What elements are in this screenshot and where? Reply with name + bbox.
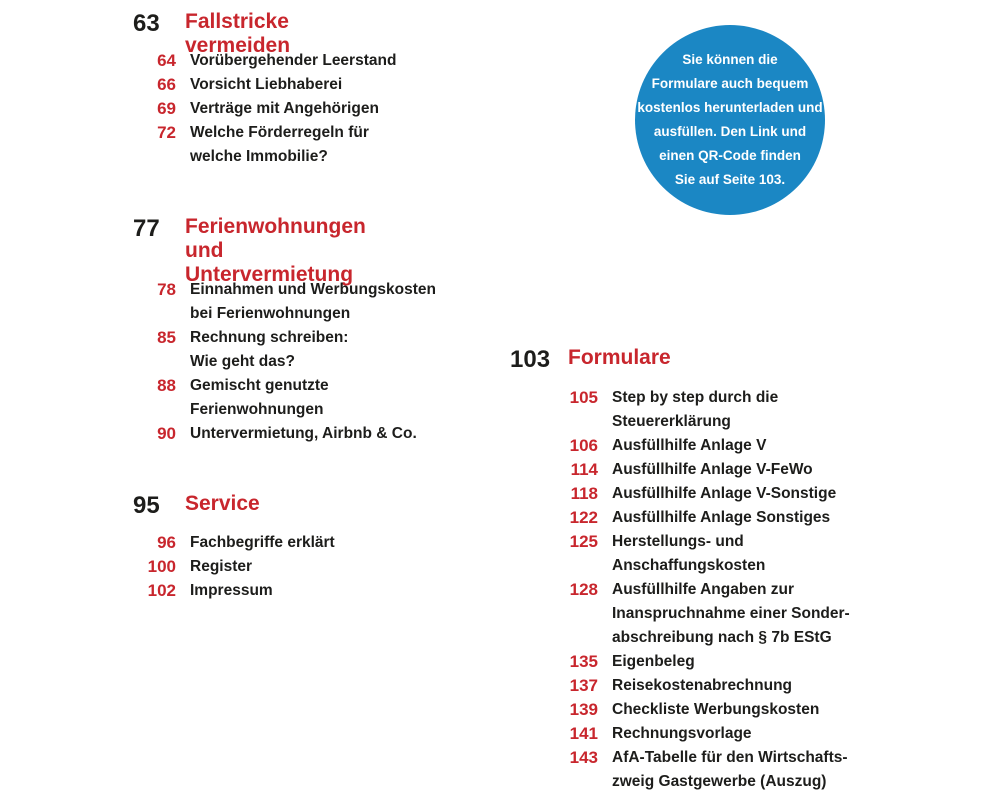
section-number: 77 bbox=[133, 215, 160, 242]
entry-line: Ausfüllhilfe Anlage V bbox=[612, 437, 767, 454]
entry-line: Register bbox=[190, 558, 253, 575]
page-number: 88 bbox=[157, 376, 176, 395]
section-number: 63 bbox=[133, 10, 160, 37]
entry-line: zweig Gastgewerbe (Auszug) bbox=[612, 773, 827, 790]
entry-line: Untervermietung, Airbnb & Co. bbox=[190, 425, 417, 442]
entry-line: Ausfüllhilfe Anlage Sonstiges bbox=[612, 509, 831, 526]
page-number: 78 bbox=[157, 280, 176, 299]
entry-line: Impressum bbox=[190, 582, 273, 599]
toc-entry[interactable] bbox=[565, 482, 850, 506]
entry-title bbox=[190, 326, 348, 374]
entry-title bbox=[612, 458, 813, 482]
entry-title bbox=[612, 746, 848, 794]
toc-entries bbox=[143, 531, 335, 603]
toc-entry[interactable] bbox=[143, 531, 335, 555]
page-number: 118 bbox=[570, 484, 598, 503]
toc-entry[interactable] bbox=[565, 578, 850, 650]
page-number: 139 bbox=[569, 700, 598, 719]
toc-entry[interactable] bbox=[565, 746, 850, 794]
section-title bbox=[185, 492, 260, 516]
toc-entry[interactable] bbox=[143, 422, 436, 446]
entry-title bbox=[612, 578, 850, 650]
section-title-line: Fallstricke vermeiden bbox=[185, 10, 291, 57]
info-bubble-text bbox=[637, 48, 822, 192]
page-number: 66 bbox=[157, 75, 176, 94]
entry-line: Ferienwohnungen bbox=[190, 401, 324, 418]
entry-title bbox=[190, 374, 329, 422]
page-number: 141 bbox=[569, 724, 598, 743]
entry-title bbox=[612, 698, 819, 722]
toc-entry[interactable] bbox=[565, 386, 850, 434]
toc-entry[interactable] bbox=[143, 49, 396, 73]
section-number: 95 bbox=[133, 492, 160, 519]
page-number: 102 bbox=[147, 581, 176, 600]
entry-title bbox=[612, 386, 778, 434]
toc-entry[interactable] bbox=[143, 579, 335, 603]
page-number: 90 bbox=[157, 424, 176, 443]
entry-line: Inanspruchnahme einer Sonder- bbox=[612, 605, 850, 622]
entry-line: Rechnung schreiben: bbox=[190, 329, 349, 346]
entry-line: Ausfüllhilfe Anlage V-Sonstige bbox=[612, 485, 837, 502]
entry-line: Herstellungs- und bbox=[612, 533, 744, 550]
entry-line: Eigenbeleg bbox=[612, 653, 695, 670]
info-bubble-line: einen QR-Code finden bbox=[659, 148, 801, 163]
page-number: 125 bbox=[569, 532, 598, 551]
toc-entry[interactable] bbox=[143, 374, 436, 422]
toc-entry[interactable] bbox=[565, 674, 850, 698]
entry-line: Checkliste Werbungskosten bbox=[612, 701, 820, 718]
entry-title bbox=[190, 121, 369, 169]
toc-entry[interactable] bbox=[565, 506, 850, 530]
section-title-line: Service bbox=[185, 492, 260, 515]
entry-title bbox=[612, 650, 695, 674]
page-number: 100 bbox=[147, 557, 176, 576]
toc-entry[interactable] bbox=[143, 97, 396, 121]
entry-line: Step by step durch die bbox=[612, 389, 779, 406]
entry-line: welche Immobilie? bbox=[190, 148, 328, 165]
toc-entry[interactable] bbox=[143, 326, 436, 374]
info-bubble-line: Formulare auch bequem bbox=[651, 76, 809, 91]
info-bubble-line: kostenlos herunterladen und bbox=[637, 100, 823, 115]
entry-line: Verträge mit Angehörigen bbox=[190, 100, 379, 117]
page-number: 106 bbox=[569, 436, 598, 455]
page-number: 137 bbox=[569, 676, 598, 695]
page-number: 122 bbox=[569, 508, 598, 527]
page-number: 96 bbox=[157, 533, 176, 552]
entry-line: Ausfüllhilfe Anlage V-FeWo bbox=[612, 461, 813, 478]
page-number: 105 bbox=[569, 388, 598, 407]
entry-title bbox=[612, 674, 792, 698]
entry-title bbox=[190, 422, 417, 446]
entry-line: Ausfüllhilfe Angaben zur bbox=[612, 581, 794, 598]
entry-title bbox=[190, 97, 379, 121]
entry-line: abschreibung nach § 7b EStG bbox=[612, 629, 832, 646]
entry-title bbox=[190, 73, 342, 97]
toc-entry[interactable] bbox=[565, 530, 850, 578]
entry-line: bei Ferienwohnungen bbox=[190, 305, 351, 322]
page-number: 64 bbox=[157, 51, 176, 70]
entry-title bbox=[190, 579, 273, 603]
section-title-line: und Untervermietung bbox=[185, 239, 354, 286]
entry-line: Anschaffungskosten bbox=[612, 557, 766, 574]
info-bubble-line: ausfüllen. Den Link und bbox=[653, 124, 807, 139]
entry-title bbox=[612, 434, 766, 458]
page-number: 72 bbox=[157, 123, 176, 142]
toc-entry[interactable] bbox=[143, 555, 335, 579]
section-title-line: Formulare bbox=[568, 346, 671, 369]
toc-entries bbox=[143, 278, 436, 446]
entry-title bbox=[612, 506, 830, 530]
section-title bbox=[568, 346, 671, 370]
entry-line: Fachbegriffe erklärt bbox=[190, 534, 335, 551]
entry-title bbox=[612, 722, 752, 746]
toc-entry[interactable] bbox=[143, 278, 436, 326]
toc-entries bbox=[565, 386, 850, 794]
entry-line: Vorübergehender Leerstand bbox=[190, 52, 397, 69]
info-bubble bbox=[635, 25, 825, 215]
entry-line: Vorsicht Liebhaberei bbox=[190, 76, 343, 93]
entry-title bbox=[190, 531, 335, 555]
section-title bbox=[185, 215, 366, 287]
entry-line: Gemischt genutzte bbox=[190, 377, 329, 394]
entry-title bbox=[612, 482, 836, 506]
toc-entry[interactable] bbox=[565, 722, 850, 746]
entry-line: Rechnungsvorlage bbox=[612, 725, 752, 742]
entry-title bbox=[190, 278, 436, 326]
toc-entry[interactable] bbox=[565, 698, 850, 722]
toc-entry[interactable] bbox=[143, 73, 396, 97]
section-title-line: Ferienwohnungen bbox=[185, 215, 366, 238]
page-number: 85 bbox=[157, 328, 176, 347]
entry-title bbox=[612, 530, 765, 578]
toc-entries bbox=[143, 49, 396, 169]
entry-title bbox=[190, 49, 396, 73]
page-number: 128 bbox=[569, 580, 598, 599]
page-number: 114 bbox=[570, 460, 598, 479]
entry-line: Welche Förderregeln für bbox=[190, 124, 369, 141]
toc-entry[interactable] bbox=[143, 121, 396, 169]
section-number: 103 bbox=[510, 346, 551, 373]
page-number: 135 bbox=[569, 652, 598, 671]
entry-line: Steuererklärung bbox=[612, 413, 731, 430]
info-bubble-line: Sie können die bbox=[682, 52, 778, 67]
page-number: 69 bbox=[157, 99, 176, 118]
entry-line: Wie geht das? bbox=[190, 353, 295, 370]
entry-line: Reisekostenabrechnung bbox=[612, 677, 793, 694]
toc-entry[interactable] bbox=[565, 434, 850, 458]
toc-entry[interactable] bbox=[565, 458, 850, 482]
entry-line: Einnahmen und Werbungskosten bbox=[190, 281, 437, 298]
page-number: 143 bbox=[569, 748, 598, 767]
toc-entry[interactable] bbox=[565, 650, 850, 674]
entry-title bbox=[190, 555, 252, 579]
entry-line: AfA-Tabelle für den Wirtschafts- bbox=[612, 749, 848, 766]
info-bubble-line: Sie auf Seite 103. bbox=[674, 172, 786, 187]
